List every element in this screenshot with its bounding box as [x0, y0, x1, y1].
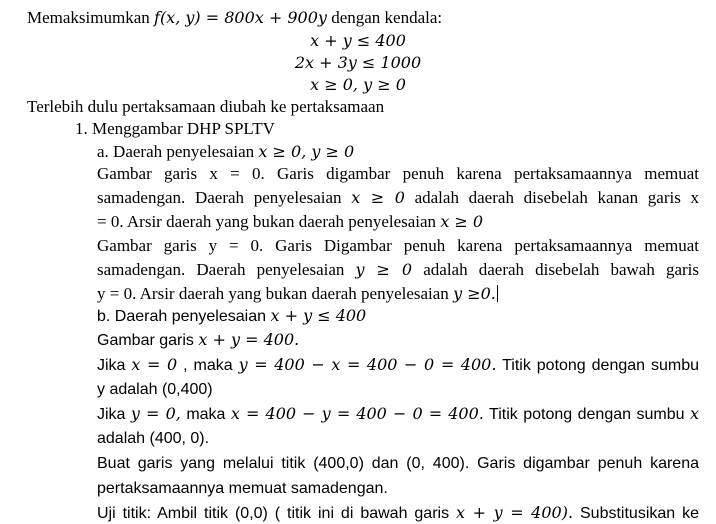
p2-line2-suffix: adalah daerah disebelah bawah garis — [423, 260, 700, 279]
part-a-p2-line3 — [97, 284, 498, 304]
part-b-line-p2: pertaksamaannya memuat samadengan. — [97, 480, 388, 497]
if-y-mid: maka — [186, 406, 226, 423]
part-b-line-p1: Buat garis yang melalui titik (400,0) dan (0, 400). Garis digambar penuh karena — [97, 455, 699, 472]
p1-line2-prefix: samadengan. Daerah penyelesaian — [97, 188, 342, 207]
transform-line: Terlebih dulu pertaksamaan diubah ke pertaksamaan — [27, 97, 385, 116]
intro-suffix: dengan kendala: — [331, 8, 443, 27]
if-x-suffix: Titik potong dengan sumbu — [502, 357, 700, 374]
part-b-test-line — [97, 503, 699, 524]
part-a-heading-text: a. Daerah penyelesaian — [97, 142, 255, 161]
objective-function: f(x, y) = 800x + 900y — [154, 8, 327, 27]
part-a-p1-line3 — [97, 212, 483, 232]
test-prefix: Uji titik: Ambil titik (0,0) ( titik ini di bawah garis — [97, 505, 450, 522]
if-x-math1: x = 0 — [131, 355, 178, 374]
part-b-heading-text: b. Daerah penyelesaian — [97, 308, 267, 325]
part-b-draw-line — [97, 330, 299, 351]
if-y-var: x — [689, 404, 700, 423]
part-b-if-x-line2: y adalah (0,400) — [97, 381, 213, 398]
intro-prefix: Memaksimumkan — [27, 8, 150, 27]
constraint-3: x ≥ 0, y ≥ 0 — [310, 75, 406, 94]
p2-line2-prefix: samadengan. Daerah penyelesaian — [97, 260, 345, 279]
if-y-math2: x = 400 − y = 400 − 0 = 400. — [230, 404, 484, 423]
part-b-if-x-line1 — [97, 355, 699, 376]
intro-line — [27, 8, 442, 28]
test-math: x + y = 400). — [456, 503, 574, 522]
if-x-math2: y = 400 − x = 400 − 0 = 400. — [238, 355, 497, 374]
p2-line3-math: y ≥0. — [453, 284, 496, 303]
if-y-prefix: Jika — [97, 406, 126, 423]
p2-line3-prefix: y = 0. Arsir daerah yang bukan daerah penyelesaian — [97, 284, 449, 303]
step1-heading: 1. Menggambar DHP SPLTV — [75, 119, 275, 138]
test-suffix: Substitusikan ke — [580, 505, 699, 522]
part-a-heading-math: x ≥ 0, y ≥ 0 — [258, 142, 355, 161]
draw-math: x + y = 400. — [198, 330, 300, 349]
part-a-p2-line2 — [97, 260, 699, 280]
p2-line2-math: y ≥ 0 — [355, 260, 413, 279]
text-cursor — [497, 285, 498, 302]
p1-line3-prefix: = 0. Arsir daerah yang bukan daerah penyelesaian — [97, 212, 437, 231]
part-b-if-y-line2: adalah (400, 0). — [97, 430, 210, 447]
part-b-heading — [97, 306, 366, 327]
if-x-prefix: Jika — [97, 357, 126, 374]
part-a-p1-line2 — [97, 188, 699, 208]
constraint-1: x + y ≤ 400 — [310, 31, 406, 50]
part-b-heading-math: x + y ≤ 400 — [270, 306, 367, 325]
p1-line2-math: x ≥ 0 — [351, 188, 405, 207]
part-a-p1-line1: Gambar garis x = 0. Garis digambar penuh karena pertaksamaannya memuat — [97, 164, 699, 183]
draw-prefix: Gambar garis — [97, 332, 194, 349]
part-a-heading — [97, 142, 354, 162]
part-a-p2-line1: Gambar garis y = 0. Garis Digambar penuh karena pertaksamaannya memuat — [97, 236, 699, 255]
if-y-suffix: Titik potong dengan sumbu — [489, 406, 685, 423]
p1-line2-suffix: adalah daerah disebelah kanan garis x — [414, 188, 700, 207]
part-b-if-y-line1 — [97, 404, 699, 425]
p1-line3-math: x ≥ 0 — [440, 212, 484, 231]
if-y-math1: y = 0, — [130, 404, 181, 423]
constraint-2: 2x + 3y ≤ 1000 — [294, 53, 422, 72]
if-x-mid: , maka — [183, 357, 233, 374]
